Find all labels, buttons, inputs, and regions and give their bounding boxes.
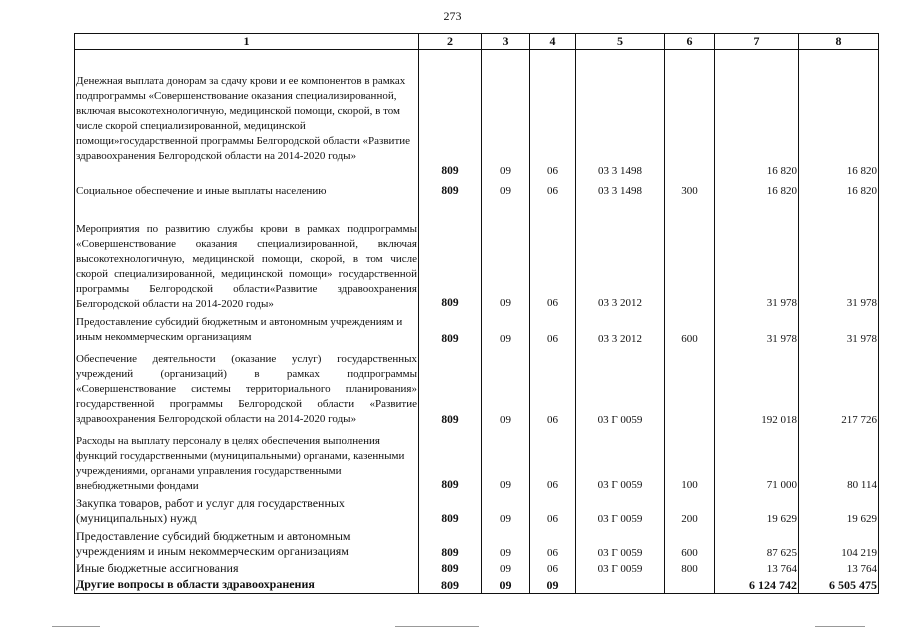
table-row xyxy=(75,434,879,496)
row-description: Денежная выплата донорам за сдачу крови и ее компонентов в рамках подпрограммы «Совершенствование оказания специализированной, включая высокотехнологичную, медицинской помощи, скорой, в том числе скорой специализированной, медицинской помощи»государственной программы Белгородской области «Развитие здравоохранения Белгородской области на 2014-2020 годы» xyxy=(75,50,419,179)
cell-vr xyxy=(665,577,715,594)
cell-ved: 809 xyxy=(419,434,482,496)
cell-csr xyxy=(576,577,665,594)
cell-rz: 09 xyxy=(482,529,530,561)
row-description: Мероприятия по развитию службы крови в рамках подпрограммы «Совершенствование оказания специализированной, включая высокотехнологичную, медицинской помощи, скорой, в том числе скорой специализированной, медицинской помощи» государственной программы Белгородской области«Развитие здравоохранения Белгородской области на 2014-2020 годы» xyxy=(75,204,419,315)
cell-pr: 06 xyxy=(530,315,576,347)
row-description: Предоставление субсидий бюджетным и автономным учреждениям и иным некоммерческим организациям xyxy=(75,529,419,561)
cell-sum-year1: 16 820 xyxy=(715,50,799,179)
cell-sum-year2: 6 505 475 xyxy=(799,577,879,594)
cell-sum-year2: 31 978 xyxy=(799,204,879,315)
cell-csr: 03 3 1498 xyxy=(576,50,665,179)
cell-vr: 600 xyxy=(665,315,715,347)
cell-ved: 809 xyxy=(419,577,482,594)
page-number: 273 xyxy=(443,9,462,23)
cell-pr: 06 xyxy=(530,179,576,204)
cell-pr: 06 xyxy=(530,529,576,561)
cell-sum-year1: 87 625 xyxy=(715,529,799,561)
cell-ved: 809 xyxy=(419,50,482,179)
cell-sum-year2: 217 726 xyxy=(799,347,879,434)
cell-ved: 809 xyxy=(419,315,482,347)
cell-ved: 809 xyxy=(419,561,482,577)
budget-table xyxy=(74,33,879,594)
cell-sum-year2: 13 764 xyxy=(799,561,879,577)
cell-csr: 03 3 2012 xyxy=(576,315,665,347)
row-description: Социальное обеспечение и иные выплаты населению xyxy=(75,179,419,204)
cell-ved: 809 xyxy=(419,204,482,315)
cell-csr: 03 Г 0059 xyxy=(576,529,665,561)
column-header-1: 1 xyxy=(75,34,419,50)
cell-csr: 03 3 1498 xyxy=(576,179,665,204)
cell-vr: 200 xyxy=(665,496,715,529)
table-row xyxy=(75,315,879,347)
table-row xyxy=(75,529,879,561)
cell-sum-year1: 19 629 xyxy=(715,496,799,529)
table-row xyxy=(75,204,879,315)
table-row xyxy=(75,347,879,434)
cell-rz: 09 xyxy=(482,179,530,204)
table-row xyxy=(75,496,879,529)
column-header-6: 6 xyxy=(665,34,715,50)
row-description: Предоставление субсидий бюджетным и автономным учреждениям и иным некоммерческим организациям xyxy=(75,315,419,347)
row-description: Обеспечение деятельности (оказание услуг) государственных учреждений (организаций) в рамках подпрограммы «Совершенствование системы территориального планирования» государственной программы Белгородской области «Развитие здравоохранения Белгородской области на 2014-2020 годы» xyxy=(75,347,419,434)
cell-vr xyxy=(665,347,715,434)
table-row xyxy=(75,179,879,204)
cell-vr: 100 xyxy=(665,434,715,496)
cell-sum-year2: 19 629 xyxy=(799,496,879,529)
cell-ved: 809 xyxy=(419,496,482,529)
cell-pr: 06 xyxy=(530,204,576,315)
table-row xyxy=(75,561,879,577)
cell-pr: 06 xyxy=(530,496,576,529)
cell-pr: 06 xyxy=(530,347,576,434)
cell-sum-year1: 71 000 xyxy=(715,434,799,496)
cell-sum-year1: 6 124 742 xyxy=(715,577,799,594)
column-header-4: 4 xyxy=(530,34,576,50)
cell-csr: 03 Г 0059 xyxy=(576,561,665,577)
column-header-7: 7 xyxy=(715,34,799,50)
table-row xyxy=(75,50,879,179)
cell-rz: 09 xyxy=(482,577,530,594)
cell-sum-year2: 80 114 xyxy=(799,434,879,496)
cell-pr: 06 xyxy=(530,50,576,179)
table-row-total xyxy=(75,577,879,594)
footer-rule-right xyxy=(815,626,865,627)
row-description: Другие вопросы в области здравоохранения xyxy=(75,577,419,594)
cell-ved: 809 xyxy=(419,179,482,204)
cell-csr: 03 Г 0059 xyxy=(576,434,665,496)
column-header-8: 8 xyxy=(799,34,879,50)
cell-csr: 03 Г 0059 xyxy=(576,496,665,529)
cell-ved: 809 xyxy=(419,347,482,434)
cell-sum-year2: 16 820 xyxy=(799,50,879,179)
footer-rule-center xyxy=(395,626,479,627)
cell-sum-year1: 31 978 xyxy=(715,315,799,347)
cell-rz: 09 xyxy=(482,50,530,179)
cell-sum-year1: 31 978 xyxy=(715,204,799,315)
footer-rule-left xyxy=(52,626,100,627)
cell-vr xyxy=(665,204,715,315)
cell-rz: 09 xyxy=(482,315,530,347)
cell-rz: 09 xyxy=(482,347,530,434)
cell-sum-year2: 104 219 xyxy=(799,529,879,561)
cell-sum-year1: 192 018 xyxy=(715,347,799,434)
cell-vr: 800 xyxy=(665,561,715,577)
cell-pr: 06 xyxy=(530,434,576,496)
cell-csr: 03 Г 0059 xyxy=(576,347,665,434)
cell-pr: 09 xyxy=(530,577,576,594)
cell-sum-year1: 13 764 xyxy=(715,561,799,577)
cell-ved: 809 xyxy=(419,529,482,561)
cell-pr: 06 xyxy=(530,561,576,577)
cell-sum-year2: 16 820 xyxy=(799,179,879,204)
column-number-header-row xyxy=(75,34,879,50)
column-header-3: 3 xyxy=(482,34,530,50)
column-header-5: 5 xyxy=(576,34,665,50)
cell-rz: 09 xyxy=(482,434,530,496)
cell-sum-year1: 16 820 xyxy=(715,179,799,204)
row-description: Закупка товаров, работ и услуг для государственных (муниципальных) нужд xyxy=(75,496,419,529)
cell-vr: 600 xyxy=(665,529,715,561)
cell-csr: 03 3 2012 xyxy=(576,204,665,315)
row-description: Иные бюджетные ассигнования xyxy=(75,561,419,577)
cell-sum-year2: 31 978 xyxy=(799,315,879,347)
cell-vr xyxy=(665,50,715,179)
row-description: Расходы на выплату персоналу в целях обеспечения выполнения функций государственными (муниципальными) органами, казенными учреждениями, органами управления государственными внебюджетными фондами xyxy=(75,434,419,496)
cell-rz: 09 xyxy=(482,204,530,315)
column-header-2: 2 xyxy=(419,34,482,50)
cell-rz: 09 xyxy=(482,496,530,529)
cell-vr: 300 xyxy=(665,179,715,204)
cell-rz: 09 xyxy=(482,561,530,577)
